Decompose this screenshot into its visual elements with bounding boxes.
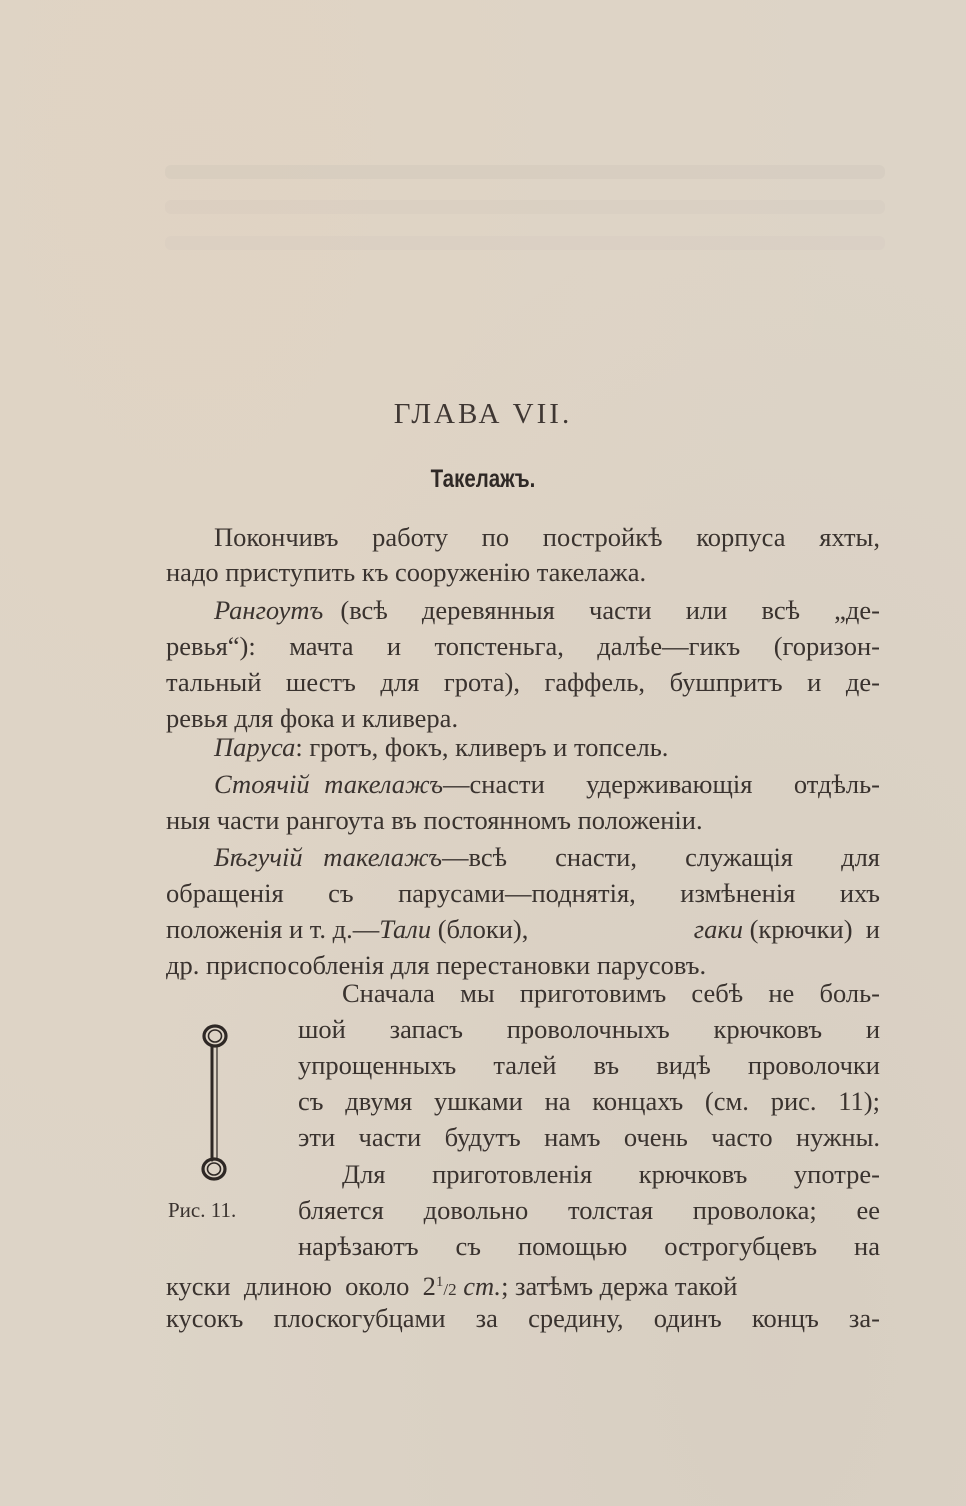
text-line: упрощенныхъ талей въ видѣ проволочки <box>298 1050 880 1080</box>
text-line: др. приспособленія для перестановки парусовъ. <box>166 950 707 980</box>
text-span: (всѣ деревянныя части или всѣ „де- <box>323 595 880 625</box>
text-line: бляется довольно толстая проволока; ее <box>298 1195 880 1225</box>
chapter-title: ГЛАВА VII. <box>393 398 573 430</box>
text-line: кусокъ плоскогубцами за средину, одинъ концъ за- <box>166 1303 880 1333</box>
italic-term: Паруса <box>214 732 296 762</box>
text-span: 2 <box>422 1271 436 1301</box>
fraction-denominator: /2 <box>443 1280 457 1299</box>
text-line: съ двумя ушками на концахъ (см. рис. 11); <box>298 1086 880 1116</box>
text-line <box>214 730 880 766</box>
text-span: ; затѣмъ держа такой <box>501 1271 738 1301</box>
text-line: обращенія съ парусами—поднятія, измѣненія ихъ <box>166 878 880 908</box>
text-span: —снасти удерживающія отдѣль- <box>443 769 880 799</box>
bleed-through <box>165 200 885 214</box>
text-line: Для приготовленія крючковъ употре- <box>342 1159 880 1189</box>
text-line: ревья для фока и кливера. <box>166 703 459 733</box>
italic-unit: ст. <box>463 1271 502 1301</box>
text-span: : гротъ, фокъ, кливеръ и топсель. <box>295 732 669 762</box>
italic-term: Рангоутъ <box>214 595 324 625</box>
text-line <box>166 912 880 948</box>
wire-double-eye-hook-icon <box>198 1022 238 1182</box>
text-line: ныя части рангоута въ постоянномъ положеніи. <box>166 805 703 835</box>
italic-term: гаки <box>693 914 743 944</box>
text-span <box>694 912 880 948</box>
text-span: —всѣ снасти, служащія для <box>442 842 880 872</box>
italic-term: Бѣгучій такелажъ <box>214 842 443 872</box>
figure-11 <box>198 1022 238 1182</box>
italic-term: Стоячій такелажъ <box>214 769 444 799</box>
text-line <box>214 767 880 803</box>
text-line: нарѣзаютъ съ помощью острогубцевъ на <box>298 1231 880 1261</box>
text-line <box>214 593 880 629</box>
text-span: (крючки) и <box>742 914 880 944</box>
italic-term: Тали <box>379 914 432 944</box>
text-span: куски длиною около <box>166 1271 423 1301</box>
text-line: надо приступить къ сооруженію такелажа. <box>166 557 647 587</box>
text-span <box>166 912 535 948</box>
bleed-through <box>165 236 885 250</box>
superscript: 1 <box>435 1274 444 1290</box>
bleed-through <box>165 165 885 179</box>
text-line: ревья“): мачта и топстеньга, далѣе—гикъ (горизон- <box>166 631 880 661</box>
text-line <box>214 840 880 876</box>
text-line: Покончивъ работу по постройкѣ корпуса яхты, <box>214 522 880 552</box>
figure-caption: Рис. 11. <box>168 1198 237 1222</box>
text-line: тальный шестъ для грота), гаффель, бушпритъ и де- <box>166 667 880 697</box>
text-line: эти части будутъ намъ очень часто нужны. <box>298 1122 880 1152</box>
text-line: Сначала мы приготовимъ себѣ не боль- <box>342 978 880 1008</box>
section-title: Такелажъ. <box>430 465 536 493</box>
text-span: положенія и т. д.— <box>166 914 380 944</box>
text-span: (блоки), <box>431 914 535 944</box>
text-line: шой запасъ проволочныхъ крючковъ и <box>298 1014 880 1044</box>
